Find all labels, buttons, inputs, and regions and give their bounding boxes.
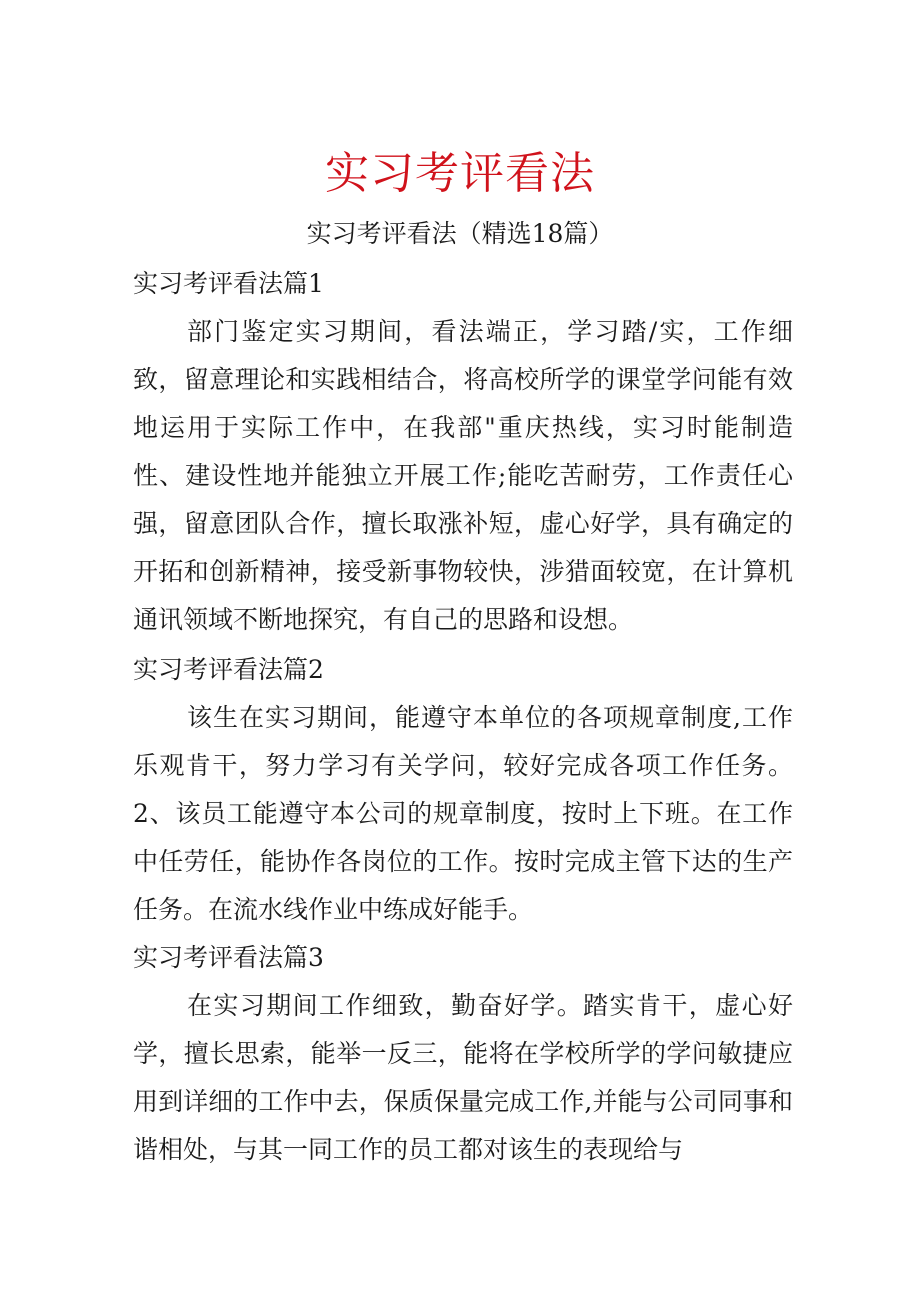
document-subtitle: 实习考评看法（精选18篇）	[306, 219, 614, 248]
section-heading-1: 实习考评看法篇1	[133, 269, 324, 298]
section-body-1: 部门鉴定实习期间，看法端正，学习踏/实，工作细致，留意理论和实践相结合，将高校所学的课堂学问能有效地运用于实际工作中，在我部"重庆热线，实习时能制造性、建设性地并能独立开展工作;能吃苦耐劳，工作责任心强，留意团队合作，擅长取涨补短，虚心好学，具有确定的开拓和创新精神，接受新事物较快，涉猎面较宽，在计算机通讯领域不断地探究，有自己的思路和设想。	[133, 317, 793, 634]
section-body-3: 在实习期间工作细致，勤奋好学。踏实肯干，虚心好学，擅长思索，能举一反三，能将在学校所学的学问敏捷应用到详细的工作中去，保质保量完成工作,并能与公司同事和谐相处，与其一同工作的员工都对该生的表现给与	[133, 991, 793, 1164]
section-heading-2: 实习考评看法篇2	[133, 655, 324, 684]
section-heading-3: 实习考评看法篇3	[133, 943, 324, 972]
document-title: 实习考评看法	[325, 148, 595, 199]
section-body-2: 该生在实习期间，能遵守本单位的各项规章制度,工作乐观肯干，努力学习有关学问，较好完成各项工作任务。2、该员工能遵守本公司的规章制度，按时上下班。在工作中任劳任，能协作各岗位的工作。按时完成主管下达的生产任务。在流水线作业中练成好能手。	[133, 703, 793, 924]
